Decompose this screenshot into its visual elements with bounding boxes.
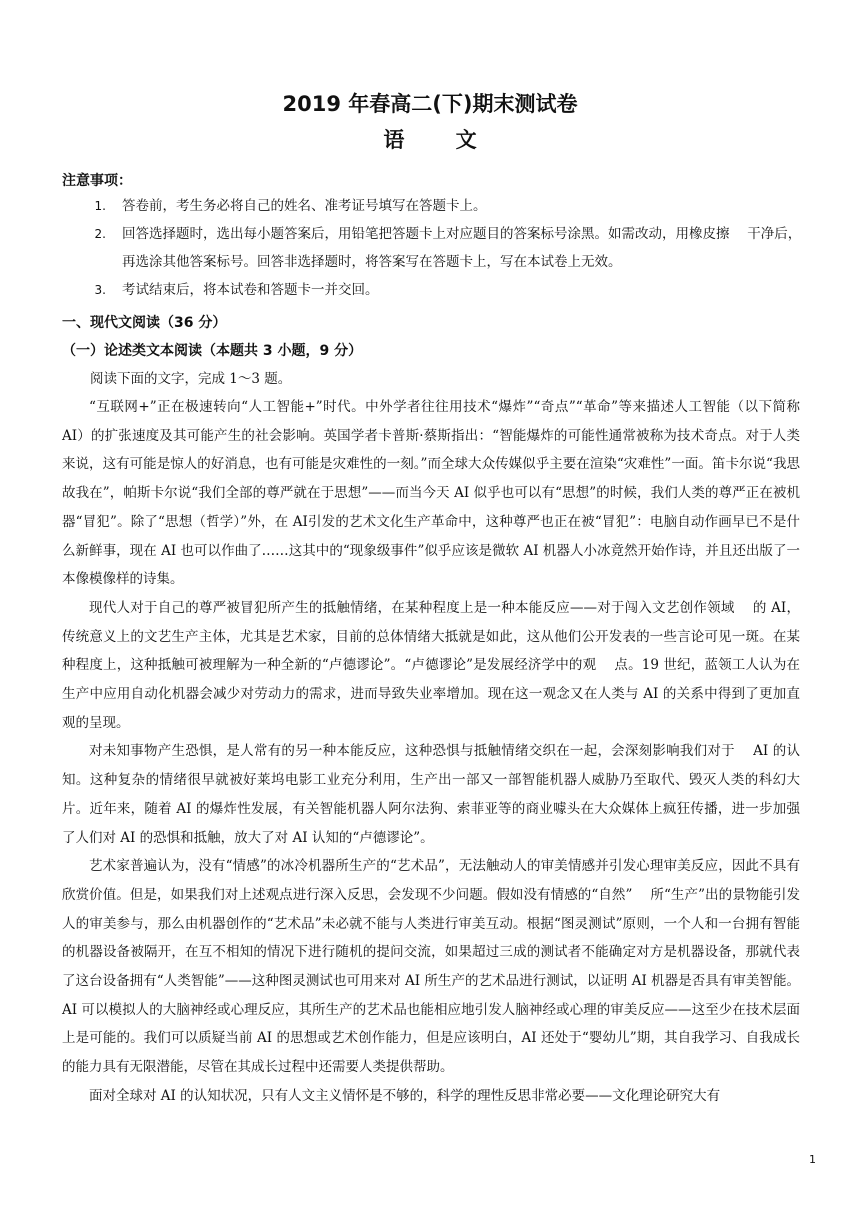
section-heading: 一、现代文阅读（36 分） xyxy=(62,315,227,331)
reading-passage xyxy=(62,393,800,1111)
passage-paragraph: 面对全球对 AI 的认知状况，只有人文主义情怀是不够的，科学的理性反思非常必要——文化理论研究大有 xyxy=(89,1087,721,1104)
passage-paragraph: 对未知事物产生恐惧，是人常有的另一种本能反应，这种恐惧与抵触情绪交织在一起，会深刻影响我们对于 AI 的认知。这种复杂的情绪很早就被好莱坞电影工业充分利用，生产出一部又一部智能机器人威胁乃至取代、毁灭人类的科幻大片。近年来，随着 AI 的爆炸性发展，有关智能机器人阿尔法狗、索菲亚等的商业噱头在大众媒体上疯狂传播，进一步加强了人们对 AI 的恐惧和抵触，放大了对 AI 认知的“卢德谬论”。 xyxy=(62,743,800,846)
notice-item xyxy=(62,220,802,276)
notice-item-number: 3. xyxy=(94,283,106,297)
passage-paragraph: 现代人对于自己的尊严被冒犯所产生的抵触情绪，在某种程度上是一种本能反应——对于闯入文艺创作领域 的 AI，传统意义上的文艺生产主体，尤其是艺术家，目前的总体情绪大抵就是如此，这从他们公开发表的一些言论可见一斑。在某种程度上，这种抵触可被理解为一种全新的“卢德谬论”。“卢德谬论”是发展经济学中的观 点。19 世纪，蓝领工人认为在生产中应用自动化机器会减少对劳动力的需求，进而导致失业率增加。现在这一观念又在人类与 AI 的关系中得到了更加直观的呈现。 xyxy=(62,599,800,731)
notice-item-text: 回答选择题时，选出每小题答案后，用铅笔把答题卡上对应题目的答案标号涂黑。如需改动，用橡皮擦 干净后，再选涂其他答案标号。回答非选择题时，将答案写在答题卡上，写在本试卷上无效。 xyxy=(122,226,802,270)
notice-item xyxy=(62,192,802,220)
subject-title: 语 文 xyxy=(383,128,499,152)
notice-item xyxy=(62,276,802,304)
notice-item-text: 考试结束后，将本试卷和答题卡一并交回。 xyxy=(122,282,379,298)
notice-heading: 注意事项： xyxy=(62,173,132,189)
passage-paragraph: 艺术家普遍认为，没有“情感”的冰冷机器所生产的“艺术品”，无法触动人的审美情感并引发心理审美反应，因此不具有欣赏价值。但是，如果我们对上述观点进行深入反思，会发现不少问题。假如没有情感的“自然” 所“生产”出的景物能引发人的审美参与，那么由机器创作的“艺术品”未必就不能与人类进行审美互动。根据“图灵测试”原则，一个人和一台拥有智能的机器设备被隔开，在互不相知的情况下进行随机的提问交流，如果超过三成的测试者不能确定对方是机器设备，那就代表了这台设备拥有“人类智能”——这种图灵测试也可用来对 AI 所生产的艺术品进行测试，以证明 AI 机器是否具有审美智能。AI 可以模拟人的大脑神经或心理反应，其所生产的艺术品也能相应地引发人脑神经或心理的审美反应——这至少在技术层面上是可能的。我们可以质疑当前 AI 的思想或艺术创作能力，但是应该明白，AI 还处于“婴幼儿”期，其自我学习、自我成长的能力具有无限潜能，尽管在其成长过程中还需要人类提供帮助。 xyxy=(62,858,800,1076)
notice-list xyxy=(62,192,802,304)
notice-item-number: 1. xyxy=(94,199,106,213)
reading-instruction: 阅读下面的文字，完成 1～3 题。 xyxy=(90,371,292,387)
exam-title: 2019 年春高二(下)期末测试卷 xyxy=(282,92,578,116)
notice-item-number: 2. xyxy=(94,227,106,241)
notice-item-text: 答卷前，考生务必将自己的姓名、准考证号填写在答题卡上。 xyxy=(122,198,487,214)
subsection-heading: （一）论述类文本阅读（本题共 3 小题，9 分） xyxy=(62,343,363,359)
passage-paragraph: “互联网+”正在极速转向“人工智能+”时代。中外学者往往用技术“爆炸”“奇点”“革命”等来描述人工智能（以下简称 AI）的扩张速度及其可能产生的社会影响。英国学者卡普斯·蔡斯指出：“智能爆炸的可能性通常被称为技术奇点。对于人类来说，这有可能是惊人的好消息，也有可能是灾难性的一刻。”而全球大众传媒似乎主要在渲染“灾难性”一面。笛卡尔说“我思故我在”，帕斯卡尔说“我们全部的尊严就在于思想”——而当今天 AI 似乎也可以有“思想”的时候，我们人类的尊严正在被机器“冒犯”。除了“思想（哲学）”外，在 AI引发的艺术文化生产革命中，这种尊严也正在被“冒犯”：电脑自动作画早已不是什么新鲜事，现在 AI 也可以作曲了……这其中的“现象级事件”似乎应该是微软 AI 机器人小冰竟然开始作诗，并且还出版了一本像模像样的诗集。 xyxy=(62,399,800,588)
page-number: 1 xyxy=(809,1153,816,1166)
